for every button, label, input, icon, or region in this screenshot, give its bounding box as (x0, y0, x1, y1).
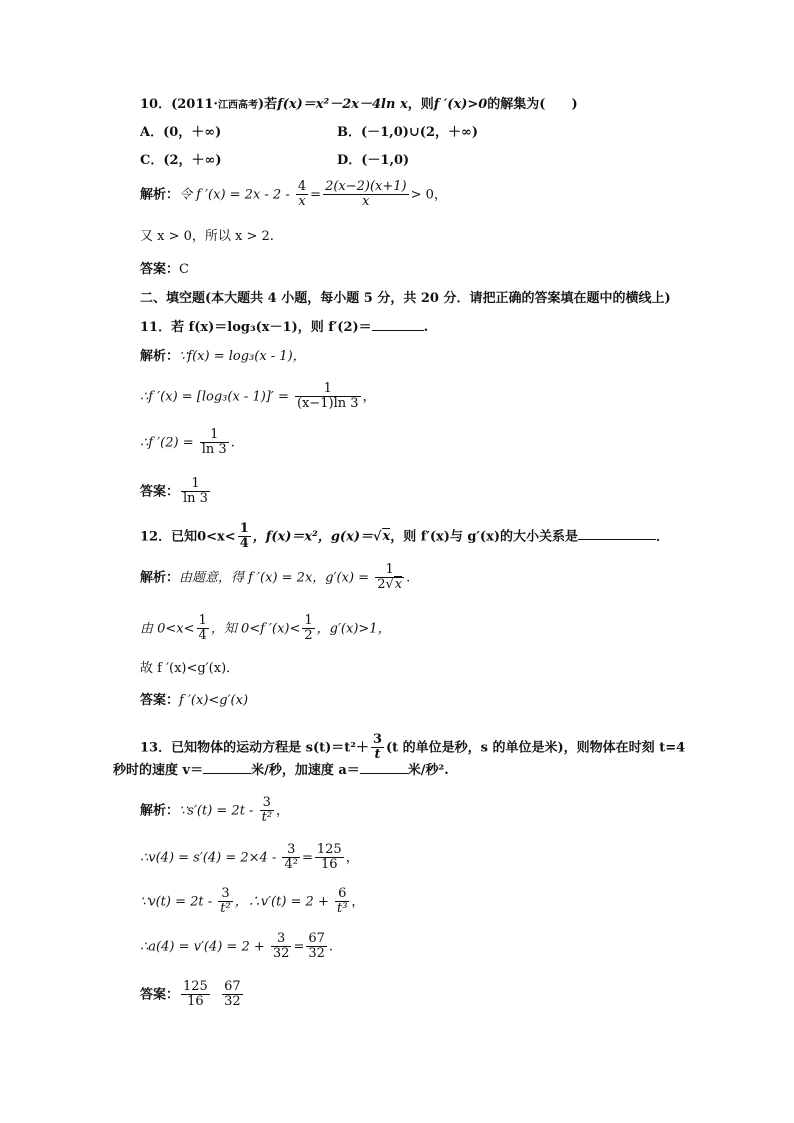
sqrt-symbol: √ (372, 529, 382, 545)
q10-stem: 10．(2011·江西高考)若f(x)＝x²－2x－4ln x，则f ′(x)>0的解集为( ) (140, 97, 578, 112)
fraction: $\frac{67}{32}$ (224, 979, 241, 1010)
answer-blank (578, 528, 656, 540)
q13-answer (140, 980, 245, 1010)
fraction: $\frac{2(x-2)(x+1)}{x}$ (325, 179, 407, 210)
section-heading: 二、填空题(本大题共 4 小题，每小题 5 分，共 20 分．请把正确的答案填在题中的横线上) (140, 291, 671, 306)
fraction: $\frac{67}{32}$ (308, 931, 325, 962)
answer-label: 答案： (140, 262, 180, 277)
fraction: $\frac{3}{t}$ (372, 732, 382, 763)
fraction: $\frac{1}{\ln 3}$ (201, 427, 227, 458)
q13-solution-line2: ∴v(4) = s′(4) = 2×4 - $\frac{3}{\text{4²}}$ = $\frac{125}{16}$ ， (140, 842, 359, 873)
q11-number: 11． (140, 320, 172, 335)
q12-stem: 12．已知0<x< $\frac{1}{4}$ ，f(x)＝x²，g(x)＝√x，则 f′(x)与 g′(x)的大小关系是 ． (140, 521, 669, 552)
q10-options-row1 (140, 126, 221, 139)
answer-blank (372, 319, 424, 331)
fraction: $\frac{3}{\text{t²}}$ (261, 795, 273, 826)
fraction: $\frac{1}{4}$ (239, 521, 249, 552)
q11-solution-line2: ∴f ′(x) = [log₃(x - 1)]′ = $\frac{1}{(x-1)\ln 3}$ ， (140, 381, 376, 412)
q10-solution-line1: 解析：令 f ′(x) = 2x - 2 - $\frac{4}{x}$ = $\frac{2(x-2)(x+1)}{x}$ > 0， (140, 179, 447, 210)
solution-label: 解析： (140, 187, 180, 203)
solution-label: 解析： (140, 349, 180, 364)
q13-solution-line4: ∴a(4) = v′(4) = 2 + $\frac{3}{32}$ = $\frac{67}{32}$ . (140, 931, 334, 962)
q10-number: 10． (140, 97, 172, 112)
q10-source: 江西高考 (217, 100, 258, 111)
answer-label: 答案： (140, 693, 180, 708)
fraction: $\frac{3}{\text{t²}}$ (220, 886, 231, 917)
fraction: $\frac{125}{16}$ (183, 979, 208, 1010)
answer-label: 答案： (140, 484, 180, 500)
q11-solution-line1: 解析：∵f(x) = log₃(x - 1)， (140, 349, 306, 364)
q10-option-c: C．(2，＋∞) (140, 153, 222, 168)
q13-number: 13． (140, 740, 172, 756)
q10-option-b: B．(－1,0)∪(2，＋∞) (337, 125, 478, 140)
fraction: $\frac{3}{32}$ (272, 931, 290, 962)
q12-solution-line2: 由 0<x< $\frac{1}{4}$ ，知 0<f ′(x)< $\frac{1}{2}$ ，g′(x)>1， (140, 613, 391, 644)
velocity-blank (203, 762, 251, 774)
q13-stem-line1: 13．已知物体的运动方程是 s(t)＝t²＋ $\frac{3}{t}$ (t 的单位是秒，s 的单位是米)，则物体在时刻 t=4 (140, 732, 686, 763)
answer-label: 答案： (140, 987, 180, 1003)
q11-answer (140, 477, 212, 507)
q12-number: 12． (140, 529, 172, 545)
q10-option-d: D．(－1,0) (337, 153, 410, 168)
q10-option-a: A．(0，＋∞) (140, 125, 222, 140)
q11-solution-line3: ∴f ′(2) = $\frac{1}{\ln 3}$ . (140, 427, 235, 458)
fraction: $\frac{4}{x}$ (297, 179, 307, 210)
fraction: $\frac{6}{\text{t³}}$ (336, 886, 348, 917)
q13-solution-line3: ∵v(t) = 2t - $\frac{3}{\text{t²}}$ ，∴v′(t) = 2 + $\frac{6}{\text{t³}}$ ， (140, 886, 365, 917)
solution-label: 解析： (140, 803, 180, 819)
acceleration-blank (360, 762, 408, 774)
solution-label: 解析： (140, 570, 180, 586)
q13-solution-line1: 解析：∵s′(t) = 2t - $\frac{3}{\text{t²}}$ ， (140, 795, 290, 826)
sqrt-symbol: √ (385, 577, 394, 593)
fraction: $\frac{1}{2}$ (304, 613, 313, 644)
fraction: $\frac{1}{2√x}$ (377, 562, 403, 593)
q12-answer: 答案：f ′(x)<g′(x) (140, 693, 249, 708)
fraction: $\frac{3}{\text{4²}}$ (284, 842, 298, 873)
fraction: $\frac{125}{16}$ (316, 842, 342, 873)
q11-stem: 11．若 f(x)＝log₃(x－1)，则 f′(2)＝ . (140, 320, 429, 335)
q12-solution-line3: 故 f ′(x)<g′(x)． (140, 661, 240, 676)
q12-solution-line1: 解析：由题意，得 f ′(x) = 2x，g′(x) = $\frac{1}{2√x}$ . (140, 562, 411, 593)
q13-stem-line2: 秒时的速度 v＝ 米/秒，加速度 a＝ 米/秒². (113, 763, 449, 778)
q10-answer: 答案：C (140, 262, 189, 277)
fraction: $\frac{1}{(x-1)\ln 3}$ (296, 381, 359, 412)
fraction: $\frac{1}{4}$ (198, 613, 207, 644)
fraction: $\frac{1}{\ln 3}$ (183, 476, 208, 507)
q10-solution-line2: 又 x > 0，所以 x > 2. (140, 229, 274, 244)
